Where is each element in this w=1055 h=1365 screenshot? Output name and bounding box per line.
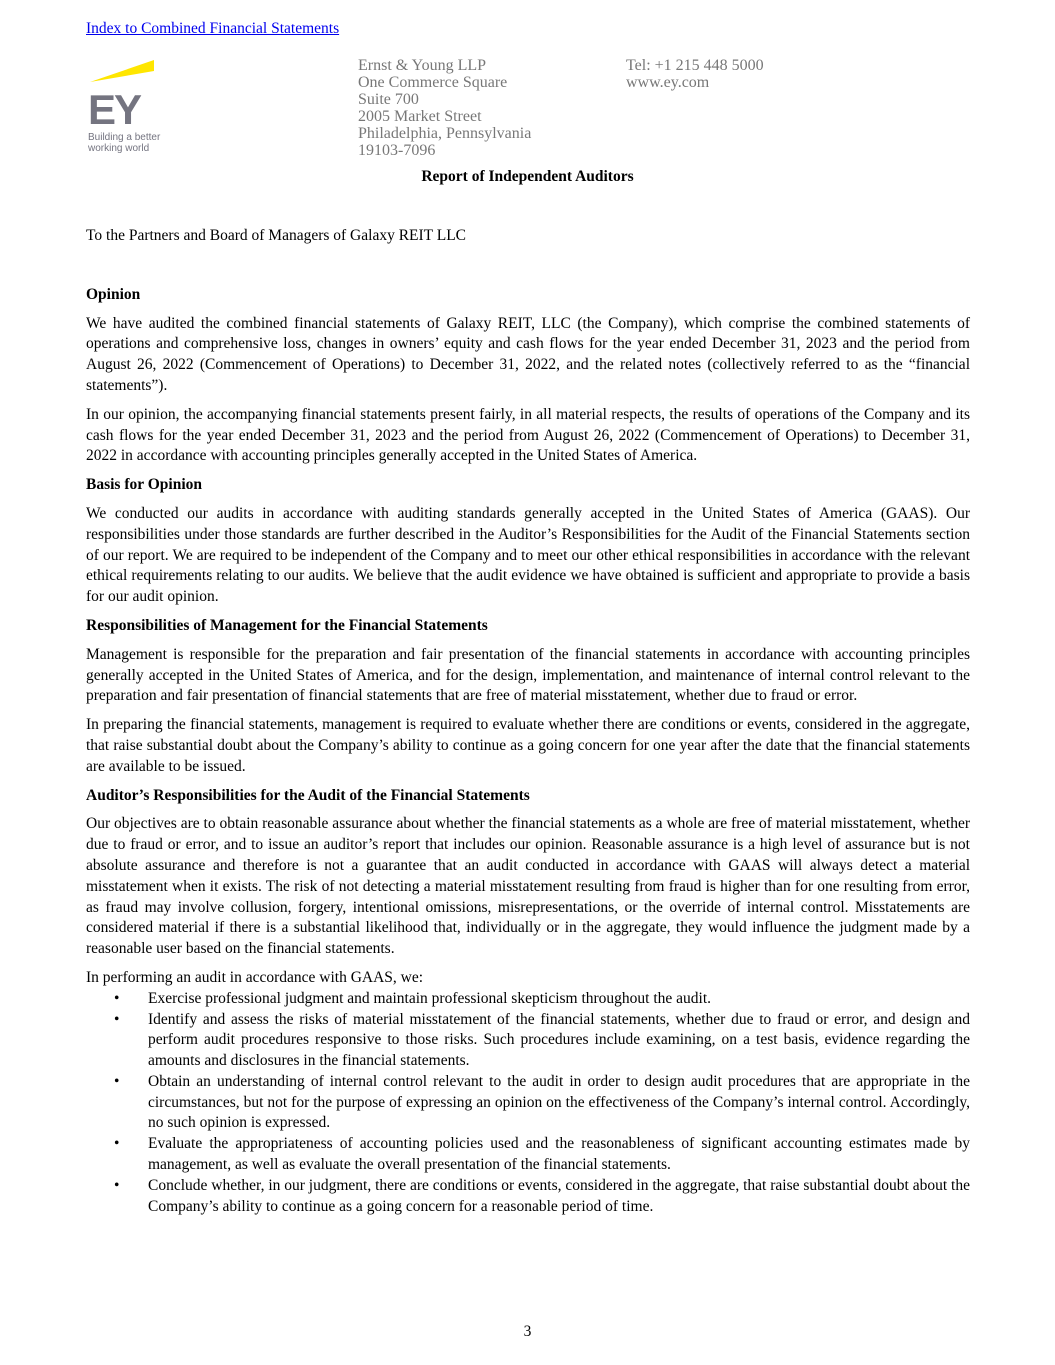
firm-address [358, 57, 531, 159]
paragraph: In preparing the financial statements, management is required to evaluate whether there are conditions or events, considered in the aggregate, that raise substantial doubt about the Company’s ability to continue as a going concern for one year after the date that the financial statements are available to be issued. [86, 716, 970, 775]
bullet: • [114, 1176, 120, 1194]
paragraph: Management is responsible for the preparation and fair presentation of the financial statements in accordance with accounting principles generally accepted in the United States of America, and for the design, implementation, and maintenance of internal control relevant to the preparation and fair presentation of financial statements that are free of material misstatement, whether due to fraud or error. [86, 645, 970, 705]
section-heading: Basis for Opinion [86, 476, 203, 494]
svg-text:EY: EY [88, 86, 141, 133]
address-line: Suite 700 [358, 91, 419, 108]
section-heading: Auditor’s Responsibilities for the Audit of the Financial Statements [86, 786, 530, 804]
list-item [86, 1176, 970, 1218]
list-item [86, 1072, 970, 1134]
address-line: 19103-7096 [358, 142, 436, 159]
address-line: One Commerce Square [358, 74, 508, 91]
address-line: 2005 Market Street [358, 108, 482, 125]
list-item-text: Obtain an understanding of internal control relevant to the audit in order to design audit procedures that are appropriate in the circumstances, but not for the purpose of expressing an opinion on the effectiveness of the Company’s internal control. Accordingly, no such opinion is expressed. [148, 1072, 970, 1132]
phone: Tel: +1 215 448 5000 [626, 57, 764, 74]
website: www.ey.com [626, 74, 710, 91]
bullet: • [114, 1010, 120, 1028]
list-item-text: Exercise professional judgment and maintain professional skepticism throughout the audit. [148, 989, 712, 1007]
report-body [86, 226, 970, 1217]
bullet: • [114, 1072, 120, 1090]
report-title: Report of Independent Auditors [421, 168, 634, 185]
paragraph: Our objectives are to obtain reasonable assurance about whether the financial statements as a whole are free of material misstatement, whether due to fraud or error, and to issue an auditor’s report that includes our opinion. Reasonable assurance is a high level of assurance but is not absolute assurance and therefore is not a guarantee that an audit conducted in accordance with GAAS will always detect a material misstatement when it exists. The risk of not detecting a material misstatement resulting from fraud is higher than for one resulting from error, as fraud may involve collusion, forgery, intentional omissions, misrepresentations, or the override of internal control. Misstatements are considered material if there is a substantial likelihood that, individually or in the aggregate, they would influence the judgment made by a reasonable user based on the financial statements. [86, 815, 970, 958]
ey-logo [88, 58, 178, 158]
bullet: • [114, 1135, 120, 1153]
list-item-text: Evaluate the appropriateness of accounting policies used and the reasonableness of significant accounting estimates made by management, as well as evaluate the overall presentation of the financial statements. [148, 1135, 970, 1174]
section-heading: Responsibilities of Management for the Financial Statements [86, 616, 488, 634]
list-item [86, 1010, 970, 1072]
paragraph: We have audited the combined financial statements of Galaxy REIT, LLC (the Company), which comprise the combined statements of operations and comprehensive loss, changes in owners’ equity and cash flows for the year ended December 31, 2023 and the period from August 26, 2022 (Commencement of Operations) to December 31, 2022, and the related notes (collectively referred to as the “financial statements”). [86, 314, 970, 394]
paragraph: In our opinion, the accompanying financial statements present fairly, in all material respects, the results of operations of the Company and its cash flows for the year ended December 31, 2023 and the period from August 26, 2022 (Commencement of Operations) to December 31, 2022 in accordance with accounting principles generally accepted in the United States of America. [86, 405, 970, 465]
address-line: Philadelphia, Pennsylvania [358, 125, 532, 142]
firm-contact [626, 57, 764, 91]
salutation: To the Partners and Board of Managers of Galaxy REIT LLC [86, 227, 466, 244]
svg-text:Building a better: Building a better [88, 132, 161, 143]
page-number: 3 [523, 1323, 532, 1340]
index-link[interactable]: Index to Combined Financial Statements [86, 20, 340, 37]
bullet: • [114, 989, 120, 1007]
paragraph: We conducted our audits in accordance with auditing standards generally accepted in the United States of America (GAAS). Our responsibilities under those standards are further described in the Auditor’s Responsibilities for the Audit of the Financial Statements section of our report. We are required to be independent of the Company and to meet our other ethical responsibilities in accordance with the relevant ethical requirements relating to our audits. We believe that the audit evidence we have obtained is sufficient and appropriate to provide a basis for our audit opinion. [86, 504, 970, 606]
address-line: Ernst & Young LLP [358, 57, 487, 74]
list-item-text: Conclude whether, in our judgment, there are conditions or events, considered in the aggregate, that raise substantial doubt about the Company’s ability to continue as a going concern for a reasonable period of time. [148, 1176, 970, 1215]
list-item [86, 1134, 970, 1176]
procedures-list [86, 989, 970, 1218]
paragraph: In performing an audit in accordance with GAAS, we: [86, 968, 424, 986]
svg-text:working world: working world [88, 143, 150, 154]
list-item [86, 989, 970, 1010]
list-item-text: Identify and assess the risks of material misstatement of the financial statements, whether due to fraud or error, and design and perform audit procedures responsive to those risks. Such procedures include examining, on a test basis, evidence regarding the amounts and disclosures in the financial statements. [148, 1010, 970, 1070]
section-heading: Opinion [86, 285, 141, 303]
